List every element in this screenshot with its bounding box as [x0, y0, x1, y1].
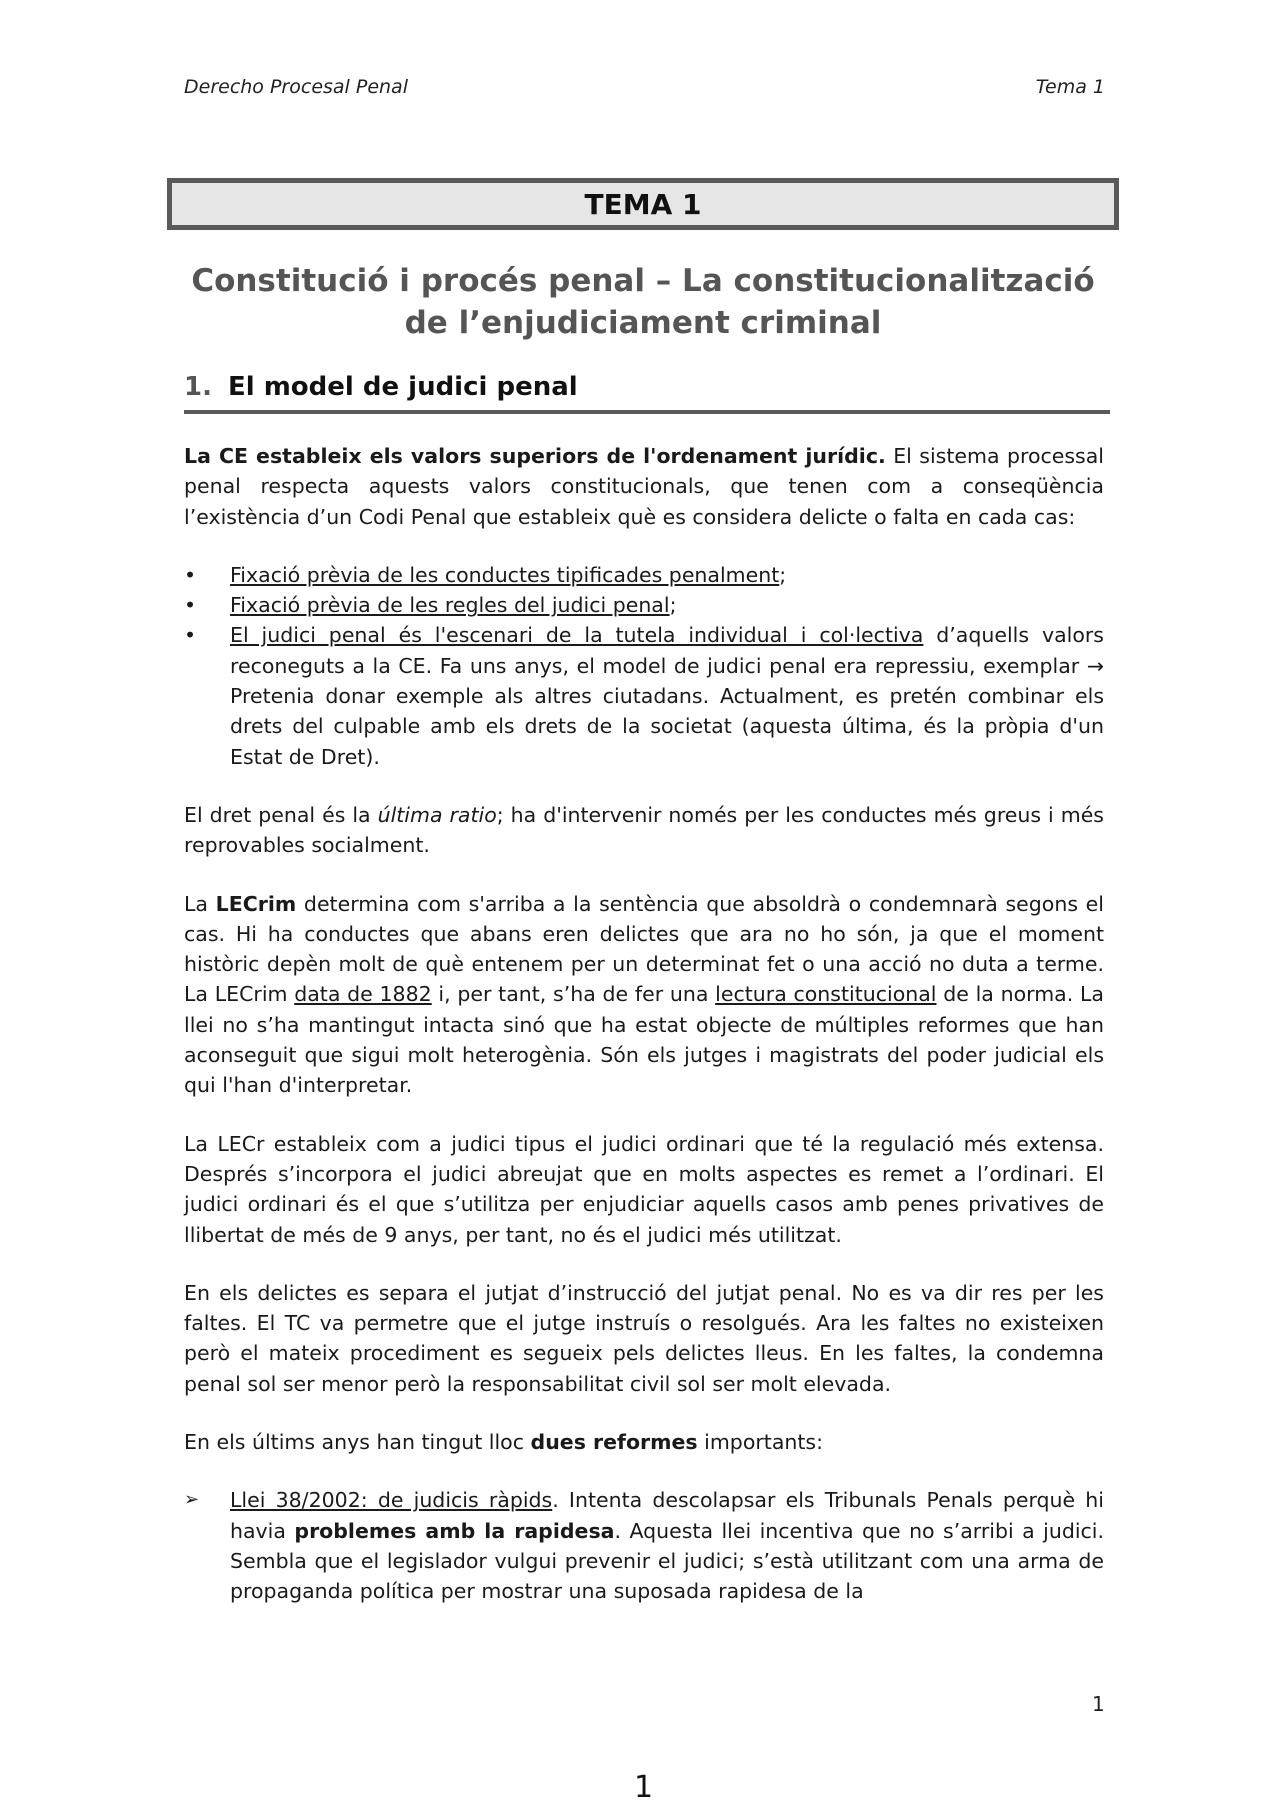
paragraph-3-bold: LECrim	[215, 891, 297, 916]
document-title	[167, 260, 1119, 344]
list-item-underlined: El judici penal és l'escenari de la tutela individual i col·lectiva	[230, 623, 924, 648]
section-title: El model de judici penal	[227, 372, 578, 402]
running-header	[184, 76, 1105, 98]
paragraph-1-text: El sistema processal penal respecta aquests valors constitucionals, que tenen com a conseqüència l’existència d’un Codi Penal que estableix què es considera delicte o falta en cada cas:	[184, 444, 1104, 529]
page-number-footer: 1	[634, 1770, 654, 1805]
bullet-icon: •	[184, 593, 197, 618]
list-item	[184, 620, 1104, 771]
paragraph-3	[184, 889, 1104, 1101]
reform-list	[184, 1485, 1104, 1606]
title-line-1: Constitució i procés penal – La constitucionalització	[191, 263, 1095, 299]
paragraph-3-text-d: de la norma. La llei no s’ha mantingut intacta sinó que ha estat objecte de múltiples reformes que han aconseguit que sigui molt heterogènia. Són els jutges i magistrats del poder judicial els qui l'han d'interpretar.	[184, 982, 1104, 1098]
bullet-icon: •	[184, 562, 197, 587]
tema-label: TEMA 1	[584, 187, 702, 221]
list-item-text: d’aquells valors reconeguts a la CE. Fa uns anys, el model de judici penal era repressiu, exemplar → Pretenia donar exemple als altres ciutadans. Actualment, es pretén combinar els drets del culpable amb els drets de la societat (aquesta última, és la pròpia d'un Estat de Dret).	[230, 623, 1104, 769]
list-item	[184, 590, 1104, 620]
paragraph-1-bold: La CE estableix els valors superiors de l'ordenament jurídic.	[184, 444, 886, 468]
arrow-bullet-icon: ➢	[184, 1489, 200, 1511]
header-topic: Tema 1	[1035, 76, 1105, 98]
reform-item-text-b: . Aquesta llei incentiva que no s’arribi a judici. Sembla que el legislador vulgui prevenir el judici; s’està utilitzant com una arma de propaganda política per mostrar una suposada rapidesa de la	[230, 1518, 1105, 1604]
paragraph-4: La LECr estableix com a judici tipus el judici ordinari que té la regulació més extensa. Després s’incorpora el judici abreujat que en molts aspectes es remet a l’ordinari. El judici ordinari és el que s’utilitza per enjudiciar aquells casos amb penes privatives de llibertat de més de 9 anys, per tant, no és el judici més utilitzat.	[184, 1131, 1104, 1247]
paragraph-6-text-b: importants:	[697, 1430, 824, 1455]
paragraph-5: En els delictes es separa el jutjat d’instrucció del jutjat penal. No es va dir res per les faltes. El TC va permetre que el jutge instruís o resolgués. Ara les faltes no existeixen però el mateix procediment es segueix pels delictes lleus. En les faltes, la condemna penal sol ser menor però la responsabilitat civil sol ser molt elevada.	[184, 1280, 1104, 1396]
bullet-icon: •	[184, 623, 197, 648]
reform-item-text-a: . Intenta descolapsar els Tribunals Penals perquè hi havia	[230, 1488, 1104, 1543]
tema-title-box	[167, 178, 1119, 230]
list-item	[184, 560, 1104, 590]
paragraph-3-text-a: La	[184, 891, 216, 916]
paragraph-3-text-c: i, per tant, s’ha de fer una	[431, 982, 716, 1007]
paragraph-3-underlined-1: data de 1882	[294, 982, 432, 1007]
reform-item-bold: problemes amb la rapidesa	[294, 1518, 615, 1543]
paragraph-6	[184, 1427, 1104, 1457]
paragraph-1	[184, 441, 1104, 532]
title-line-2: de l’enjudiciament criminal	[404, 305, 882, 341]
paragraph-2-text-b: ; ha d'intervenir només per les conductes més greus i més reprovables socialment.	[184, 802, 1104, 858]
list-item-text: ;	[669, 593, 677, 618]
paragraph-6-bold: dues reformes	[530, 1430, 698, 1455]
header-course: Derecho Procesal Penal	[184, 76, 408, 98]
paragraph-2-text-a: El dret penal és la	[184, 802, 378, 827]
reform-item-underlined: Llei 38/2002: de judicis ràpids	[230, 1488, 553, 1513]
paragraph-2-italic: última ratio	[377, 802, 497, 827]
list-item-underlined: Fixació prèvia de les conductes tipificades penalment	[230, 562, 780, 587]
list-item-underlined: Fixació prèvia de les regles del judici penal	[230, 593, 670, 618]
bullet-list	[184, 560, 1104, 772]
paragraph-3-underlined-2: lectura constitucional	[715, 982, 937, 1007]
document-body	[184, 441, 1104, 1635]
list-item-text: ;	[779, 562, 787, 587]
page-number: 1	[1092, 1692, 1105, 1716]
list-item	[184, 1485, 1104, 1606]
section-number: 1.	[184, 372, 212, 402]
paragraph-2	[184, 800, 1104, 861]
section-heading	[184, 372, 1110, 414]
paragraph-6-text-a: En els últims anys han tingut lloc	[184, 1430, 531, 1455]
paragraph-3-text-b: determina com s'arriba a la sentència que absoldrà o condemnarà segons el cas. Hi ha conductes que abans eren delictes que ara no ho són, ja que el moment històric depèn molt de què entenem per un determinat fet o una acció no duta a terme. La LECrim	[184, 891, 1104, 1007]
